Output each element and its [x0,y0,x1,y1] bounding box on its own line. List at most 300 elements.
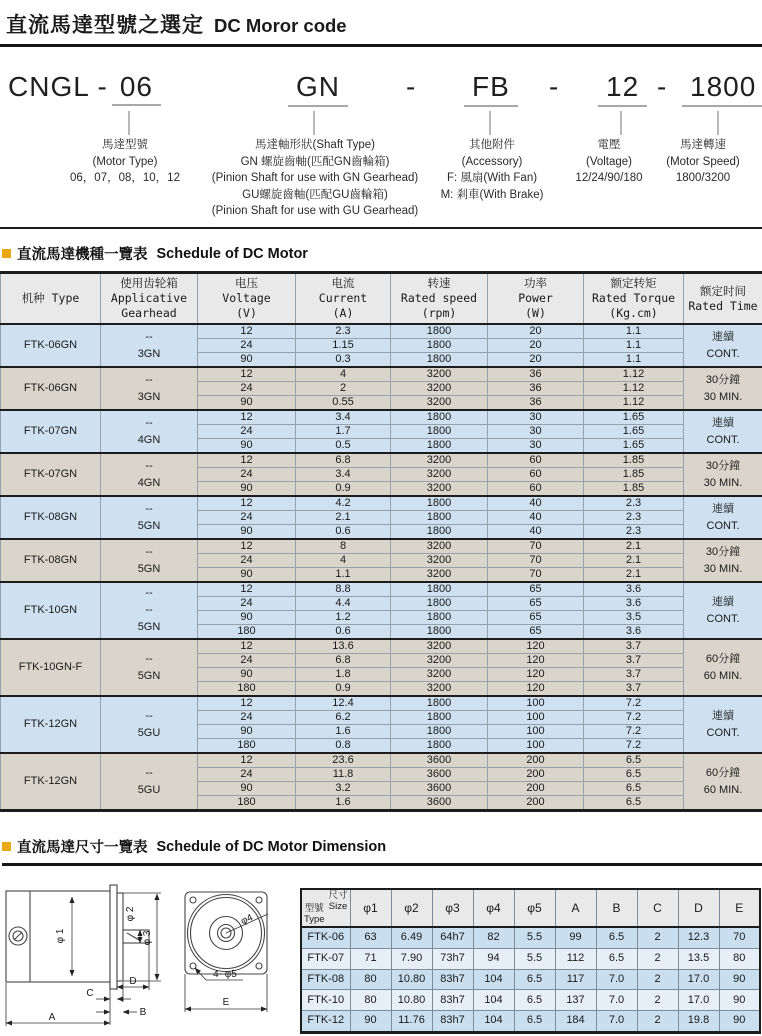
power-cell: 36 [488,367,584,382]
dim-label-phi4: φ4 [239,912,255,928]
current-cell: 3.4 [296,410,391,425]
power-cell: 70 [488,539,584,554]
dim-value-cell: 83h7 [432,990,473,1011]
dim-value-cell: 10.80 [391,969,432,990]
gearhead-line: -- [145,709,153,722]
speed-cell: 3200 [391,396,488,411]
speed-cell: 1800 [391,339,488,353]
motor-table-header-row [1,273,762,325]
text-line: 馬達轉速 [680,139,726,151]
code-segment-accessory: FB [464,71,518,107]
col-header-voltage [198,273,296,325]
voltage-cell: 90 [198,353,296,368]
speed-cell: 3200 [391,482,488,497]
text-line: 电流 [331,276,355,290]
torque-cell: 1.65 [584,425,684,439]
code-segment-motor-type: 06 [112,71,161,106]
power-cell: 200 [488,796,584,811]
torque-cell: 7.2 [584,696,684,711]
text-line: 转速 [427,276,451,290]
power-cell: 40 [488,511,584,525]
code-segment-voltage: 12 [598,71,647,107]
torque-cell: 6.5 [584,796,684,811]
power-cell: 20 [488,324,584,339]
voltage-cell: 12 [198,639,296,654]
dim-value-cell: 2 [637,948,678,969]
motor-type-cell: FTK-12GN [1,753,101,811]
dim-value-cell: 6.5 [514,969,555,990]
motor-table-row [1,496,762,511]
current-cell: 3.2 [296,782,391,796]
speed-cell: 3600 [391,768,488,782]
text-line: 额定转矩 [610,276,657,290]
dim-value-cell: 71 [350,948,391,969]
text-line: Applicative [110,291,188,305]
motor-type-cell: FTK-10GN-F [1,639,101,696]
motor-section-title [2,243,762,264]
rated-time-cell [684,453,762,496]
text-line: GU螺旋齒軸(匹配GU齒輪箱) [242,188,388,201]
voltage-cell: 12 [198,582,296,597]
torque-cell: 1.1 [584,339,684,353]
torque-cell: 2.3 [584,511,684,525]
rated-time-line: CONT. [706,612,740,625]
dim-value-cell: 104 [473,1010,514,1032]
dim-col-phi2: φ2 [391,889,432,927]
power-cell: 120 [488,639,584,654]
power-cell: 200 [488,782,584,796]
dim-col-phi1: φ1 [350,889,391,927]
connector-line [313,111,315,135]
torque-cell: 1.12 [584,367,684,382]
current-cell: 12.4 [296,696,391,711]
text-line: Size [328,900,348,912]
torque-cell: 1.12 [584,382,684,396]
torque-cell: 1.1 [584,353,684,368]
torque-cell: 1.1 [584,324,684,339]
col-header-rated-time [684,273,762,325]
connector-line [489,111,491,135]
rated-time-cell [684,582,762,639]
rated-time-cell [684,539,762,582]
torque-cell: 7.2 [584,711,684,725]
dim-value-cell: 83h7 [432,969,473,990]
dim-value-cell: 80 [719,948,760,969]
dim-col-phi3: φ3 [432,889,473,927]
text-line: 功率 [524,276,547,290]
dim-label-phi1: φ 1 [55,928,66,944]
speed-cell: 1800 [391,324,488,339]
dim-col-e: E [719,889,760,927]
text-line: F: 風扇(With Fan) [446,172,538,184]
power-cell: 120 [488,682,584,697]
speed-cell: 1800 [391,725,488,739]
rated-time-line: 60 MIN. [703,783,743,796]
current-cell: 23.6 [296,753,391,768]
text-line: 其他附件 [469,139,515,151]
motor-table-row [1,639,762,654]
dim-value-cell: 7.90 [391,948,432,969]
dim-value-cell: 13.5 [678,948,719,969]
motor-table-row [1,696,762,711]
voltage-cell: 24 [198,511,296,525]
voltage-cell: 12 [198,410,296,425]
rated-time-line: CONT. [706,726,740,739]
text-line: Voltage [222,291,271,305]
dim-label-holes: 4- φ5 [213,969,237,980]
dim-value-cell: 6.5 [514,1010,555,1032]
dim-type-cell: FTK-08 [301,969,350,990]
speed-cell: 1800 [391,625,488,640]
torque-cell: 3.6 [584,582,684,597]
torque-cell: 3.7 [584,682,684,697]
motor-type-cell: FTK-12GN [1,696,101,753]
text-line: Power [518,291,553,305]
speed-cell: 3600 [391,796,488,811]
voltage-cell: 24 [198,468,296,482]
voltage-cell: 24 [198,554,296,568]
dimension-section-title [2,836,762,866]
dim-value-cell: 90 [350,1010,391,1032]
text-line: Rated Torque [591,291,676,305]
current-cell: 4.2 [296,496,391,511]
voltage-cell: 90 [198,668,296,682]
gearhead-line: 5GN [137,519,161,532]
dim-value-cell: 64h7 [432,927,473,948]
speed-cell: 1800 [391,525,488,540]
text-line: 电压 [235,276,258,290]
voltage-cell: 180 [198,625,296,640]
page-title-zh: 直流馬達型號之選定 [6,14,204,37]
voltage-cell: 12 [198,367,296,382]
speed-cell: 3600 [391,782,488,796]
voltage-cell: 24 [198,711,296,725]
voltage-cell: 90 [198,525,296,540]
torque-cell: 2.3 [584,525,684,540]
voltage-cell: 90 [198,782,296,796]
speed-cell: 1800 [391,611,488,625]
desc-motor-speed [646,137,760,187]
dim-value-cell: 94 [473,948,514,969]
speed-cell: 3200 [391,568,488,583]
gearhead-line: 5GN [137,562,161,575]
text-line: Rated Time [688,298,758,313]
speed-cell: 1800 [391,496,488,511]
dim-value-cell: 2 [637,1010,678,1032]
dim-type-cell: FTK-10 [301,990,350,1011]
rated-time-cell [684,496,762,539]
desc-accessory [414,137,570,203]
rated-time-line: 60 MIN. [703,669,743,682]
rated-time-cell [684,410,762,453]
text-line: Rated speed [400,291,478,305]
dim-col-d: D [678,889,719,927]
voltage-cell: 90 [198,439,296,454]
rated-time-line: 30分鐘 [705,459,741,472]
text-line: 電壓 [597,139,621,151]
text-line: (Pinion Shaft for use with GU Gearhead) [211,205,419,217]
text-line: Type [304,913,325,925]
dim-table-header-row [301,889,760,927]
dim-value-cell: 17.0 [678,990,719,1011]
text-line: 型號 [304,903,324,914]
torque-cell: 3.7 [584,654,684,668]
dimension-section [0,836,762,1034]
text-line: Gearhead [121,306,177,320]
voltage-cell: 24 [198,425,296,439]
gearhead-cell [101,696,198,753]
dim-table-row [301,969,760,990]
voltage-cell: 12 [198,539,296,554]
col-header-current [296,273,391,325]
text-line: 额定时间 [700,283,746,298]
dim-type-cell: FTK-06 [301,927,350,948]
power-cell: 40 [488,525,584,540]
current-cell: 2.1 [296,511,391,525]
power-cell: 30 [488,439,584,454]
rated-time-line: CONT. [706,347,740,360]
dim-value-cell: 6.5 [596,948,637,969]
current-cell: 6.2 [296,711,391,725]
speed-cell: 3200 [391,668,488,682]
rated-time-cell [684,639,762,696]
motor-type-cell: FTK-08GN [1,496,101,539]
gearhead-line: 4GN [137,476,161,489]
code-prefix-text: CNGL - [8,71,108,102]
text-line: (Voltage) [585,155,633,168]
current-cell: 0.9 [296,682,391,697]
dim-value-cell: 137 [555,990,596,1011]
current-cell: 1.2 [296,611,391,625]
voltage-cell: 12 [198,453,296,468]
dim-value-cell: 90 [719,969,760,990]
motor-dimension-drawing [0,878,298,1034]
rated-time-line: 30 MIN. [703,562,743,575]
gearhead-cell [101,367,198,410]
dim-value-cell: 83h7 [432,1010,473,1032]
section-bullet-icon [2,842,11,851]
voltage-cell: 24 [198,768,296,782]
torque-cell: 3.6 [584,625,684,640]
gearhead-line: -- [145,373,153,386]
motor-schedule-section [0,243,762,812]
gearhead-line: -- [145,502,153,515]
rated-time-line: 60分鐘 [705,652,741,665]
speed-cell: 3200 [391,554,488,568]
voltage-cell: 180 [198,796,296,811]
dim-value-cell: 6.5 [596,927,637,948]
current-cell: 8 [296,539,391,554]
gearhead-cell [101,539,198,582]
gearhead-line: 5GU [137,726,161,739]
dim-label-phi2: φ 2 [125,906,136,922]
voltage-cell: 24 [198,382,296,396]
dim-col-phi5: φ5 [514,889,555,927]
current-cell: 4 [296,367,391,382]
speed-cell: 1800 [391,696,488,711]
dim-section-title-zh: 直流馬達尺寸一覽表 [17,840,148,856]
code-dash: - [549,71,560,102]
torque-cell: 1.85 [584,482,684,497]
dim-value-cell: 2 [637,927,678,948]
motor-section-title-zh: 直流馬達機種一覽表 [17,247,148,263]
motor-side-view [6,885,149,989]
text-line: (W) [525,306,546,320]
speed-cell: 3200 [391,682,488,697]
dim-table-body [301,927,760,1033]
gearhead-line: 3GN [137,347,161,360]
corner-size-label [328,891,347,912]
text-line: 06，07，08，10，12 [70,172,180,184]
rated-time-line: CONT. [706,433,740,446]
dim-label-phi3: φ 3 [142,930,153,946]
gearhead-line: -- [145,652,153,665]
torque-cell: 1.85 [584,453,684,468]
power-cell: 65 [488,597,584,611]
current-cell: 2.3 [296,324,391,339]
speed-cell: 1800 [391,439,488,454]
rated-time-line: 連續 [712,709,734,722]
rated-time-cell [684,367,762,410]
text-line: 机种 Type [21,291,80,305]
gearhead-cell [101,496,198,539]
current-cell: 0.55 [296,396,391,411]
gearhead-line: 4GN [137,433,161,446]
connector-line [128,111,130,135]
current-cell: 1.7 [296,425,391,439]
power-cell: 100 [488,725,584,739]
voltage-cell: 180 [198,682,296,697]
code-segment-shaft-type: GN [288,71,348,107]
text-line: (Pinion Shaft for use with GN Gearhead) [211,172,419,184]
speed-cell: 1800 [391,410,488,425]
speed-cell: 3200 [391,639,488,654]
page-title [0,0,762,47]
rated-time-line: 60分鐘 [705,766,741,779]
rated-time-line: 連續 [712,502,734,515]
torque-cell: 1.12 [584,396,684,411]
speed-cell: 1800 [391,511,488,525]
text-line: (Accessory) [461,155,523,168]
dim-value-cell: 104 [473,969,514,990]
gearhead-cell [101,753,198,811]
motor-type-cell: FTK-08GN [1,539,101,582]
col-header-speed [391,273,488,325]
motor-table-row [1,753,762,768]
text-line: 馬達型號 [102,139,148,151]
dim-section-title-en: Schedule of DC Motor Dimension [156,838,387,855]
dim-value-cell: 82 [473,927,514,948]
dim-table-row [301,927,760,948]
rated-time-line: 連續 [712,595,734,608]
torque-cell: 1.65 [584,439,684,454]
power-cell: 65 [488,582,584,597]
current-cell: 1.8 [296,668,391,682]
motor-table-body [1,324,762,811]
current-cell: 1.1 [296,568,391,583]
rated-time-line: 30 MIN. [703,390,743,403]
motor-type-cell: FTK-06GN [1,324,101,367]
motor-table-row [1,410,762,425]
current-cell: 0.8 [296,739,391,754]
text-line: (Kg.cm) [609,306,658,320]
gearhead-line: -- [145,416,153,429]
speed-cell: 1800 [391,597,488,611]
rated-time-line: CONT. [706,519,740,532]
voltage-cell: 24 [198,597,296,611]
power-cell: 40 [488,496,584,511]
torque-cell: 2.3 [584,496,684,511]
speed-cell: 3200 [391,468,488,482]
speed-cell: 3200 [391,367,488,382]
dim-value-cell: 6.49 [391,927,432,948]
col-header-gearhead [101,273,198,325]
gearhead-cell [101,324,198,367]
code-segment-speed: 1800 [682,71,762,107]
motor-table-row [1,367,762,382]
motor-table-row [1,539,762,554]
rated-time-line: 30分鐘 [705,373,741,386]
dim-value-cell: 112 [555,948,596,969]
voltage-cell: 90 [198,568,296,583]
torque-cell: 7.2 [584,725,684,739]
power-cell: 120 [488,654,584,668]
motor-type-cell: FTK-07GN [1,453,101,496]
col-header-power [488,273,584,325]
motor-type-cell: FTK-06GN [1,367,101,410]
dim-value-cell: 10.80 [391,990,432,1011]
text-line: (rpm) [421,306,457,320]
dim-table-row [301,948,760,969]
torque-cell: 3.6 [584,597,684,611]
current-cell: 0.6 [296,625,391,640]
voltage-cell: 90 [198,611,296,625]
current-cell: 4 [296,554,391,568]
gearhead-line: -- [145,587,153,599]
dim-value-cell: 17.0 [678,969,719,990]
current-cell: 0.5 [296,439,391,454]
power-cell: 200 [488,753,584,768]
text-line: (V) [236,306,257,320]
dim-value-cell: 11.76 [391,1010,432,1032]
dim-value-cell: 184 [555,1010,596,1032]
dim-value-cell: 63 [350,927,391,948]
current-cell: 2 [296,382,391,396]
rated-time-cell [684,696,762,753]
motor-type-cell: FTK-10GN [1,582,101,639]
gearhead-line: -- [145,604,153,616]
dim-value-cell: 7.0 [596,990,637,1011]
rated-time-line: 連續 [712,330,734,343]
dimension-table [300,888,761,1034]
voltage-cell: 12 [198,753,296,768]
col-header-type [1,273,101,325]
dim-value-cell: 12.3 [678,927,719,948]
gearhead-line: -- [145,330,153,343]
dim-value-cell: 2 [637,990,678,1011]
dim-type-cell: FTK-12 [301,1010,350,1032]
text-line: 使用齿轮箱 [120,276,178,290]
dim-label-a: A [48,1012,56,1023]
current-cell: 1.6 [296,725,391,739]
speed-cell: 1800 [391,353,488,368]
torque-cell: 2.1 [584,554,684,568]
text-line: (A) [332,306,354,320]
gearhead-line: 3GN [137,390,161,403]
text-line: 尺寸 [328,890,348,901]
voltage-cell: 90 [198,396,296,411]
rated-time-line: 30 MIN. [703,476,743,489]
